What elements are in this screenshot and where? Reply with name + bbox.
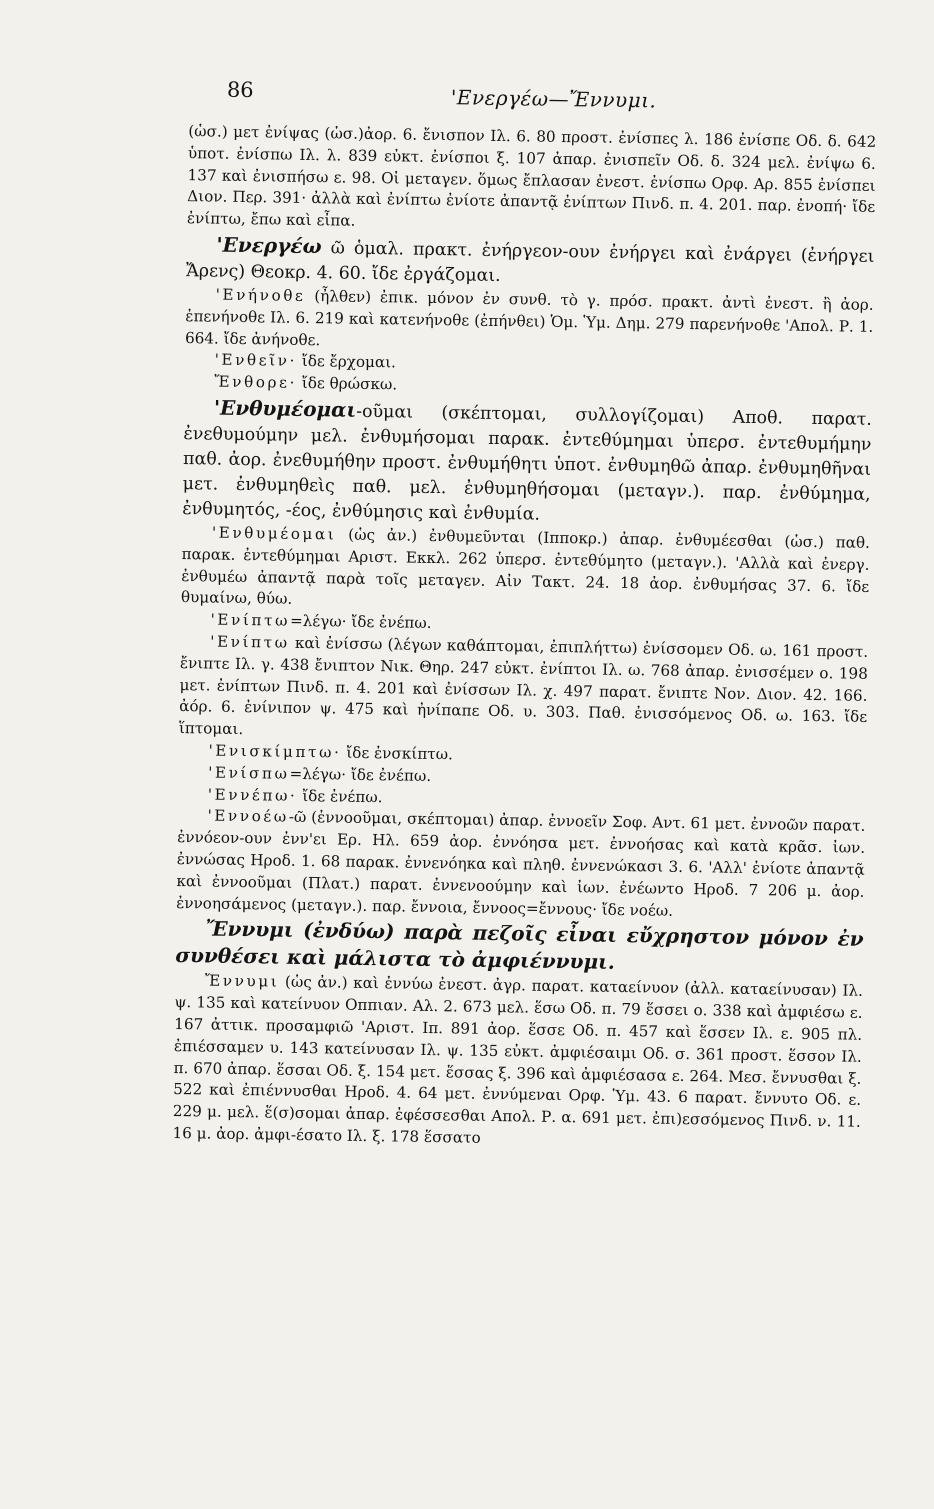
entry-text: (ἦλθεν) ἐπικ. μόνον ἐν συνθ. τὸ γ. πρόσ. πρακτ. ἀντὶ ἐνεστ. ἢ ἀορ. ἐπενήνοθε Ιλ. 6. 219 καὶ κατενήνοθε (ἐπήνθει) Ὁμ. Ὑμ. Δημ. 279 παρενήνοθε 'Απολ. Ρ. 1. 664. ἴδε ἀνήνοθε. (184, 286, 874, 349)
entry-text: καὶ ἐνίσσω (λέγων καθάπτομαι, ἐπιπλήττω) ἐνίσσομεν Οδ. ω. 161 προστ. ἔνιπτε Ιλ. γ. 438 ἔνιπτον Νικ. Θηρ. 247 εὐκτ. ἐνίπτοι Ιλ. ω. 768 ἀπαρ. ἐνισσέμεν ο. 198 μετ. ἐνίπτων Πινδ. π. 4. 201 καὶ ἐνίσσων Ιλ. χ. 497 παρατ. ἔνιπτε Νον. Διον. 42. 166. ἀόρ. 6. ἐνίνιπον ψ. 475 καὶ ἠνίπαπε Οδ. υ. 303. Παθ. ἐνισσόμενος Οδ. ω. 163. ἴδε ἵπτομαι. (178, 633, 869, 739)
entry-ennoeo (176, 805, 866, 925)
entry-text: -ῶ (ἐννοοῦμαι, σκέπτομαι) ἀπαρ. ἐννοεῖν Σοφ. Αντ. 61 μετ. ἐννοῶν παρατ. ἐννόεον-ουν ἐνν'ει Ερ. Ηλ. 659 ἀορ. ἐννόησα μετ. ἐννοήσας καὶ κατὰ κρᾶσ. ἰων. ἐννώσας Ηροδ. 1. 68 παρακ. ἐννενόηκα καὶ πληθ. ἐννενώκασι 3. 6. 'Αλλ' ἐνίοτε ἀπαντᾷ καὶ ἐννοοῦμαι (Πλατ.) παρατ. ἐννενοούμην καὶ ἰων. ἐνέωντο Ηροδ. 7 206 μ. ἀορ. ἐννοησάμενος (μεταγν.). παρ. ἔννοια, ἔννοος=ἔννους· ἴδε νοέω. (176, 808, 866, 920)
entry-enthymeomai-ionic (181, 522, 870, 620)
entry-headword: 'Ενήνοθε (215, 285, 306, 305)
entry-headword: 'Ενεργέω (216, 232, 322, 259)
entry-ennymi-forms (172, 970, 863, 1155)
entry-text: ῶ ὁμαλ. πρακτ. ἐνήργεον-ουν ἐνήργει καὶ ἐνάργει (ἐνήργει Ἄρενς) Θεοκρ. 4. 60. ἴδε ἐργάζομαι. (185, 238, 875, 286)
entry-continuation (187, 121, 877, 241)
entry-text: (ὡσ.) μετ ἐνίψας (ὡσ.)ἀορ. 6. ἔνισπον Ιλ. 6. 80 προστ. ἐνίσπες λ. 186 ἐνίσπε Οδ. δ. 642 ὑποτ. ἐνίσπω Ιλ. λ. 839 εὐκτ. ἐνίσποι ξ. 107 ἀπαρ. ἐνισπεῖν Οδ. δ. 324 μελ. ἐνίψω 6. 137 καὶ ἐνισπήσω ε. 98. Οἱ μεταγεν. ὅμως ἔπλασαν ἐνεστ. ἐνίσπω Ορφ. Αρ. 855 ἐνίσπει Διον. Περ. 391· ἀλλὰ καὶ ἐνίπτω ἐνίοτε ἀπαντᾷ ἐνίπτων Πινδ. π. 4. 201. παρ. ἐνοπή· ἴδε ἐνίπτω, ἔπω καὶ εἶπα. (186, 122, 877, 230)
entry-headword: 'Ενθυμέομαι (211, 523, 337, 544)
page-header (189, 77, 877, 124)
entry-headword: 'Ενίπτω (210, 632, 290, 652)
entry-text: -οῦμαι (σκέπτομαι, συλλογίζομαι) Αποθ. παρατ. ἐνεθυμούμην μελ. ἐνθυμήσομαι παρακ. ἐντεθύμημαι ὑπερσ. ἐντεθυμήμην παθ. ἀορ. ἐνεθυμήθην προστ. ἐνθυμήθητι ὑποτ. ἐνθυμηθῶ ἀπαρ. ἐνθυμηθῆναι μετ. ἐνθυμηθεὶς παθ. μελ. ἐνθυμηθήσομαι (μεταγν.). παρ. ἐνθύμημα, ἐνθυμητός, -έος, ἐνθύμησις καὶ ἐνθυμία. (182, 401, 872, 525)
entry-text: =λέγω· ἴδε ἐνέπω. (289, 611, 432, 633)
entry-enthymeomai (182, 395, 872, 533)
entry-text: ἴδε ἐνέπω. (297, 786, 383, 806)
entry-text: (ἐνδύω) παρὰ πεζοῖς εἶναι εὔχρηστον μόνον ἐν συνθέσει καὶ μάλιστα τὸ ἀμφιέννυμι. (175, 918, 864, 975)
entry-enenothe (185, 284, 874, 360)
entry-headword: 'Εννοέω (207, 806, 289, 827)
page-number: 86 (226, 77, 254, 103)
entry-text: ἴδε θρώσκω. (296, 373, 398, 394)
entry-headword: 'Εννέπω· (207, 785, 298, 805)
entry-text: ἴδε ἐνσκίπτω. (341, 743, 454, 764)
entry-headword: 'Ενίπτω (210, 610, 291, 630)
entry-text: =λέγω· ἴδε ἐνέπω. (289, 764, 432, 785)
entry-headword: Ἔννυμι (204, 971, 280, 991)
entry-headword: 'Ενισκίμπτω· (208, 741, 342, 762)
entries (172, 121, 876, 1155)
entry-headword: 'Ενθεῖν· (214, 350, 298, 371)
entry-headword: Ἔννυμι (205, 916, 294, 943)
entry-headword: Ἔνθορε· (214, 372, 298, 392)
entry-headword: 'Ενίσπω (208, 763, 290, 783)
entry-text: ἴδε ἔρχομαι. (296, 352, 397, 372)
entry-headword: 'Ενθυμέομαι (213, 395, 357, 422)
entry-enipto (179, 631, 869, 751)
entry-text: (ὡς ἀν.) ἐνθυμεῦνται (Ιπποκρ.) ἀπαρ. ἐνθυμέεσθαι (ὡσ.) παθ. παρακ. ἐντεθύμημαι Αριστ. Εκκλ. 262 ὑπερσ. ἐντεθύμητο (μεταγν.). 'Αλλὰ καὶ ἐνεργ. ἐνθυμέω ἀπαντᾷ παρὰ τοῖς μεταγεν. Αἰν Τακτ. 24. 18 ἀορ. ἐνθυμήσας 37. 6. ἴδε θυμαίνω, θύω. (180, 525, 871, 609)
entry-text: (ὡς ἀν.) καὶ ἐννύω ἐνεστ. ἀγρ. παρατ. καταείνυον (ἀλλ. καταείνυσαν) Ιλ. ψ. 135 καὶ κατείνυον Οππιαν. Αλ. 2. 673 μελ. ἕσω Οδ. π. 79 ἕσσει ο. 338 καὶ ἀμφιέσω ε. 167 ἀττικ. προσαμφιῶ 'Αριστ. Ιπ. 891 ἀορ. ἕσσε Οδ. π. 457 καὶ ἕσσεν Ιλ. ε. 905 πλ. ἐπιέσσαμεν υ. 143 κατείνυσαν Ιλ. ψ. 135 εὐκτ. ἀμφιέσαιμι Οδ. σ. 361 προστ. ἕσσον Ιλ. π. 670 ἀπαρ. ἕσσαι Οδ. ξ. 154 μετ. ἕσσας ξ. 396 καὶ ἀμφιέσασα ε. 264. Μεσ. ἔννυσθαι ξ. 522 καὶ ἐπιέννυσθαι Ηροδ. 4. 64 μετ. ἐννύμεναι Ορφ. Ὑμ. 43. 6 παρατ. ἔννυτο Οδ. ε. 229 μ. μελ. ἕ(σ)σομαι ἀπαρ. ἐφέσσεσθαι Απολ. Ρ. α. 691 μετ. ἐπι)εσσόμενος Πινδ. ν. 11. 16 μ. ἀορ. ἀμφι-έσατο Ιλ. ξ. 178 ἕσσατο (172, 972, 863, 1147)
running-head: 'Ενεργέω—Ἔννυμι. (450, 85, 657, 113)
